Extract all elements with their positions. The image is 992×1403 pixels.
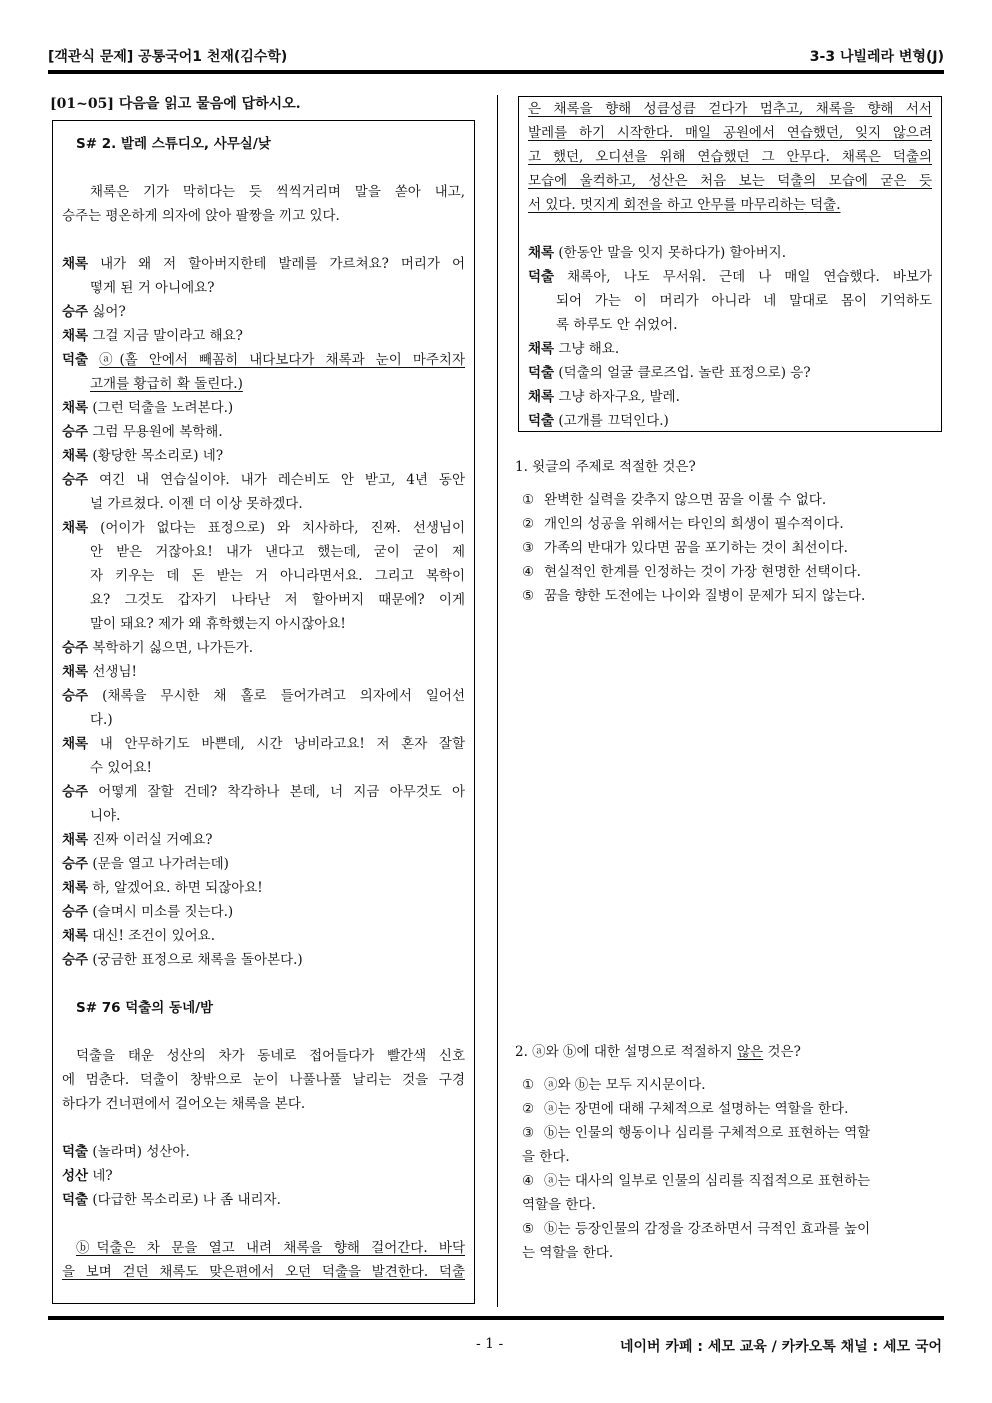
dialogue-text: (슬며시 미소를 짓는다.) bbox=[92, 904, 234, 920]
dialogue-text: 요? 그것도 갑자기 나타난 저 할아버지 때문에? 이게 bbox=[90, 592, 465, 608]
dialogue-line bbox=[62, 924, 465, 948]
speaker-name: 채록 bbox=[528, 341, 555, 357]
dialogue-text: 채록아, 나도 무서워. 근데 나 매일 연습했다. 바보가 bbox=[567, 269, 932, 285]
speaker-name: 덕출 bbox=[528, 413, 555, 429]
dialogue-line bbox=[528, 385, 932, 409]
dialogue-text: 대신! 조건이 있어요. bbox=[92, 928, 216, 944]
option-text: ⓐ는 대사의 일부로 인물의 심리를 직접적으로 표현하는 bbox=[544, 1173, 871, 1189]
speaker-name: 채록 bbox=[62, 832, 89, 848]
dialogue-line bbox=[528, 241, 932, 265]
header-title: [객관식 문제] 공통국어1 천재(김수학) bbox=[48, 49, 288, 65]
option-number: ⑤ bbox=[522, 1221, 535, 1237]
answer-option-5[interactable] bbox=[522, 1217, 942, 1241]
question-2-title bbox=[515, 1040, 939, 1064]
dialogue-text: 그냥 해요. bbox=[558, 341, 620, 357]
dialogue-line bbox=[62, 564, 465, 588]
option-text: ⓐ는 장면에 대해 구체적으로 설명하는 역할을 한다. bbox=[544, 1101, 849, 1117]
dialogue-line bbox=[62, 756, 465, 780]
question-2-title-a: 2. ⓐ와 ⓑ에 대한 설명으로 적절하지 bbox=[515, 1044, 738, 1060]
option-number: ① bbox=[522, 492, 535, 508]
header-lesson: 3-3 나빌레라 변형(J) bbox=[809, 49, 944, 65]
dialogue-text: (덕출의 얼굴 클로즈업. 놀란 표정으로) 응? bbox=[558, 365, 811, 381]
scene-heading-1: S# 2. 발레 스튜디오, 사무실/낮 bbox=[76, 136, 271, 152]
dialogue-text: 진짜 이러실 거예요? bbox=[92, 832, 213, 848]
instruction: [01~05] 다음을 읽고 물음에 답하시오. bbox=[50, 96, 301, 112]
option-number: ④ bbox=[522, 564, 535, 580]
passage-box-right bbox=[518, 96, 942, 432]
dialogue-line bbox=[62, 420, 465, 444]
speaker-name: 채록 bbox=[62, 880, 89, 896]
option-text: 개인의 성공을 위해서는 타인의 희생이 필수적이다. bbox=[544, 516, 844, 532]
dialogue-text: (채록을 무시한 채 홀로 들어가려고 의자에서 일어선 bbox=[102, 688, 465, 704]
dialogue-line bbox=[62, 516, 465, 540]
speaker-name: 채록 bbox=[62, 256, 89, 272]
dialogue-line bbox=[528, 361, 932, 385]
dialogue-block-2 bbox=[62, 1140, 465, 1212]
option-text: 완벽한 실력을 갖추지 않으면 꿈을 이룰 수 없다. bbox=[544, 492, 827, 508]
dialogue-text: 떻게 된 거 아니에요? bbox=[90, 280, 215, 296]
dialogue-text: 그걸 지금 말이라고 해요? bbox=[92, 328, 243, 344]
dialogue-line bbox=[62, 1140, 465, 1164]
dialogue-text: 그럼 무용원에 복학해. bbox=[92, 424, 223, 440]
dialogue-line bbox=[528, 409, 932, 433]
stage-direction-b: 을 보며 걷던 채록도 맞은편에서 오던 덕출을 발견한다. 덕출 bbox=[62, 1264, 465, 1280]
question-2-options bbox=[522, 1073, 942, 1265]
answer-option-5[interactable] bbox=[522, 1241, 942, 1265]
speaker-name: 채록 bbox=[62, 736, 89, 752]
stage-direction-b: 고 했던, 오디션을 위해 연습했던 그 안무다. 채록은 덕출의 bbox=[528, 149, 932, 165]
dialogue-line bbox=[62, 372, 465, 396]
dialogue-line bbox=[62, 828, 465, 852]
answer-option-1[interactable] bbox=[522, 1073, 942, 1097]
dialogue-line bbox=[528, 337, 932, 361]
dialogue-line bbox=[528, 265, 932, 289]
option-number: ② bbox=[522, 1101, 535, 1117]
dialogue-line bbox=[62, 540, 465, 564]
dialogue-text: (고개를 끄덕인다.) bbox=[558, 413, 669, 429]
option-text: 가족의 반대가 있다면 꿈을 포기하는 것이 최선이다. bbox=[544, 540, 848, 556]
dialogue-text: 수 있어요! bbox=[90, 760, 152, 776]
speaker-name: 채록 bbox=[62, 400, 89, 416]
stage-direction-b: ⓑ덕출은 차 문을 열고 내려 채록을 향해 걸어간다. 바닥 bbox=[76, 1240, 465, 1256]
question-2-title-b: 것은? bbox=[763, 1044, 801, 1060]
footer-rule bbox=[48, 1316, 944, 1320]
column-divider bbox=[497, 95, 498, 1307]
answer-option-2[interactable] bbox=[522, 512, 942, 536]
dialogue-text: (다급한 목소리로) 나 좀 내리자. bbox=[92, 1192, 281, 1208]
answer-option-1[interactable] bbox=[522, 488, 942, 512]
dialogue-line bbox=[62, 324, 465, 348]
option-text: 는 역할을 한다. bbox=[522, 1245, 614, 1261]
dialogue-text: 여긴 내 연습실이야. 내가 레슨비도 안 받고, 4년 동안 bbox=[99, 472, 465, 488]
dialogue-line bbox=[62, 636, 465, 660]
dialogue-text: 싫어? bbox=[92, 304, 126, 320]
dialogue-line bbox=[62, 252, 465, 276]
dialogue-text: 말이 돼요? 제가 왜 휴학했는지 아시잖아요! bbox=[90, 616, 346, 632]
dialogue-line bbox=[62, 276, 465, 300]
dialogue-text: 자 키우는 데 돈 받는 거 아니라면서요. 그리고 복학이 bbox=[90, 568, 465, 584]
dialogue-line bbox=[62, 444, 465, 468]
speaker-name: 덕출 bbox=[62, 1192, 89, 1208]
speaker-name: 승주 bbox=[62, 424, 89, 440]
option-text: 꿈을 향한 도전에는 나이와 질병이 문제가 되지 않는다. bbox=[544, 588, 866, 604]
dialogue-text: 내 안무하기도 바쁜데, 시간 낭비라고요! 저 혼자 잘할 bbox=[99, 736, 465, 752]
dialogue-text: 선생님! bbox=[92, 664, 137, 680]
dialogue-text: 니야. bbox=[90, 808, 121, 824]
answer-option-3[interactable] bbox=[522, 1145, 942, 1169]
speaker-name: 채록 bbox=[62, 520, 89, 536]
dialogue-line bbox=[62, 684, 465, 708]
option-text: 현실적인 한계를 인정하는 것이 가장 현명한 선택이다. bbox=[544, 564, 861, 580]
speaker-name: 승주 bbox=[62, 640, 89, 656]
speaker-name: 덕출 bbox=[528, 269, 555, 285]
option-number: ② bbox=[522, 516, 535, 532]
speaker-name: 승주 bbox=[62, 304, 89, 320]
dialogue-text: 복학하기 싫으면, 나가든가. bbox=[92, 640, 254, 656]
dialogue-line bbox=[62, 852, 465, 876]
dialogue-line bbox=[62, 708, 465, 732]
option-number: ④ bbox=[522, 1173, 535, 1189]
option-number: ⑤ bbox=[522, 588, 535, 604]
speaker-name: 채록 bbox=[62, 448, 89, 464]
dialogue-text: 그냥 하자구요, 발레. bbox=[558, 389, 680, 405]
dialogue-line bbox=[62, 1164, 465, 1188]
dialogue-line bbox=[62, 492, 465, 516]
speaker-name: 승주 bbox=[62, 856, 89, 872]
speaker-name: 덕출 bbox=[62, 1144, 89, 1160]
speaker-name: 승주 bbox=[62, 784, 89, 800]
option-number: ③ bbox=[522, 540, 535, 556]
option-text: ⓑ는 등장인물의 감정을 강조하면서 극적인 효과를 높이 bbox=[544, 1221, 871, 1237]
dialogue-text: 록 하루도 안 쉬었어. bbox=[556, 317, 678, 333]
dialogue-text: 어떻게 잘할 건데? 착각하나 본데, 너 지금 아무것도 아 bbox=[98, 784, 465, 800]
option-text: ⓑ는 인물의 행동이나 심리를 구체적으로 표현하는 역할 bbox=[544, 1125, 871, 1141]
stage-direction: 하다가 건너편에서 걸어오는 채록을 본다. bbox=[62, 1096, 306, 1112]
speaker-name: 승주 bbox=[62, 688, 89, 704]
dialogue-block-3 bbox=[528, 241, 932, 433]
answer-option-2[interactable] bbox=[522, 1097, 942, 1121]
speaker-name: 채록 bbox=[528, 389, 555, 405]
option-text: 역할을 한다. bbox=[522, 1197, 596, 1213]
speaker-name: 덕출 bbox=[62, 352, 89, 368]
option-text: 을 한다. bbox=[522, 1149, 570, 1165]
dialogue-text: (그런 덕출을 노려본다.) bbox=[92, 400, 234, 416]
speaker-name: 성산 bbox=[62, 1168, 89, 1184]
dialogue-text: 하, 알겠어요. 하면 되잖아요! bbox=[92, 880, 263, 896]
dialogue-line bbox=[62, 660, 465, 684]
speaker-name: 채록 bbox=[62, 928, 89, 944]
option-text: ⓐ와 ⓑ는 모두 지시문이다. bbox=[544, 1077, 706, 1093]
dialogue-text: 널 가르쳤다. 이젠 더 이상 못하겠다. bbox=[90, 496, 303, 512]
dialogue-text: 다.) bbox=[90, 712, 113, 728]
stage-direction: 채록은 기가 막히다는 듯 씩씩거리며 말을 쏟아 내고, bbox=[90, 184, 465, 200]
speaker-name: 덕출 bbox=[528, 365, 555, 381]
page-number: - 1 - bbox=[476, 1336, 504, 1352]
answer-option-3[interactable] bbox=[522, 1121, 942, 1145]
dialogue-text: (어이가 없다는 표정으로) 와 치사하다, 진짜. 선생님이 bbox=[100, 520, 465, 536]
speaker-name: 채록 bbox=[528, 245, 555, 261]
dialogue-line bbox=[62, 396, 465, 420]
dialogue-line bbox=[62, 612, 465, 636]
option-number: ③ bbox=[522, 1125, 535, 1141]
question-1-options bbox=[522, 488, 942, 608]
stage-direction-b: 모습에 울컥하고, 성산은 처음 보는 덕출의 모습에 굳은 듯 bbox=[528, 173, 932, 189]
dialogue-text: (놀라며) 성산아. bbox=[92, 1144, 190, 1160]
stage-direction: 승주는 평온하게 의자에 앉아 팔짱을 끼고 있다. bbox=[62, 208, 340, 224]
dialogue-text: 네? bbox=[92, 1168, 113, 1184]
dialogue-line bbox=[62, 1188, 465, 1212]
dialogue-text: 고개를 황급히 확 돌린다.) bbox=[90, 376, 243, 392]
speaker-name: 채록 bbox=[62, 664, 89, 680]
dialogue-text: 안 받은 거잖아요! 내가 낸다고 했는데, 굳이 굳이 제 bbox=[90, 544, 465, 560]
dialogue-text: (황당한 목소리로) 네? bbox=[92, 448, 224, 464]
dialogue-text: 내가 왜 저 할아버지한테 발레를 가르쳐요? 머리가 어 bbox=[100, 256, 466, 272]
answer-option-4[interactable] bbox=[522, 1193, 942, 1217]
question-1-title: 1. 윗글의 주제로 적절한 것은? bbox=[515, 459, 696, 475]
dialogue-line bbox=[528, 289, 932, 313]
speaker-name: 승주 bbox=[62, 904, 89, 920]
answer-option-4[interactable] bbox=[522, 1169, 942, 1193]
page-header bbox=[48, 44, 944, 68]
passage-box-left bbox=[52, 120, 475, 1304]
dialogue-line bbox=[62, 588, 465, 612]
stage-direction-b: 발레를 하기 시작한다. 매일 공원에서 연습했던, 잊지 않으려 bbox=[528, 125, 932, 141]
footer-credit: 네이버 카페 : 세모 교육 / 카카오톡 채널 : 세모 국어 bbox=[619, 1339, 942, 1355]
dialogue-line bbox=[528, 313, 932, 337]
answer-option-4[interactable] bbox=[522, 560, 942, 584]
dialogue-line bbox=[62, 300, 465, 324]
dialogue-line bbox=[62, 900, 465, 924]
stage-direction-b: 서 있다. 멋지게 회전을 하고 안무를 마무리하는 덕출. bbox=[528, 197, 841, 213]
dialogue-text: (문을 열고 나가려는데) bbox=[92, 856, 229, 872]
dialogue-text: (궁금한 표정으로 채록을 돌아본다.) bbox=[92, 952, 303, 968]
dialogue-line bbox=[62, 876, 465, 900]
stage-direction: 덕출을 태운 성산의 차가 동네로 접어들다가 빨간색 신호 bbox=[76, 1048, 465, 1064]
header-rule bbox=[48, 70, 944, 74]
dialogue-text: 되어 가는 이 머리가 아니라 네 말대로 몸이 기억하도 bbox=[556, 293, 932, 309]
stage-direction: 에 멈춘다. 덕출이 창밖으로 눈이 나풀나풀 날리는 것을 구경 bbox=[62, 1072, 465, 1088]
dialogue-text: (한동안 말을 잇지 못하다가) 할아버지. bbox=[558, 245, 786, 261]
answer-option-5[interactable] bbox=[522, 584, 942, 608]
dialogue-line bbox=[62, 780, 465, 804]
dialogue-text: ⓐ(홀 안에서 빼꼼히 내다보다가 채록과 눈이 마주치자 bbox=[99, 352, 466, 368]
answer-option-3[interactable] bbox=[522, 536, 942, 560]
stage-direction-b: 은 채록을 향해 성큼성큼 걷다가 멈추고, 채록을 향해 서서 bbox=[528, 101, 932, 117]
scene-heading-2: S# 76 덕출의 동네/밤 bbox=[76, 1000, 214, 1016]
dialogue-line bbox=[62, 732, 465, 756]
dialogue-line bbox=[62, 804, 465, 828]
speaker-name: 승주 bbox=[62, 472, 89, 488]
speaker-name: 승주 bbox=[62, 952, 89, 968]
speaker-name: 채록 bbox=[62, 328, 89, 344]
dialogue-line bbox=[62, 468, 465, 492]
dialogue-line bbox=[62, 948, 465, 972]
question-2-title-emphasis: 않은 bbox=[737, 1044, 764, 1060]
dialogue-block-1 bbox=[62, 252, 465, 972]
option-number: ① bbox=[522, 1077, 535, 1093]
dialogue-line bbox=[62, 348, 465, 372]
